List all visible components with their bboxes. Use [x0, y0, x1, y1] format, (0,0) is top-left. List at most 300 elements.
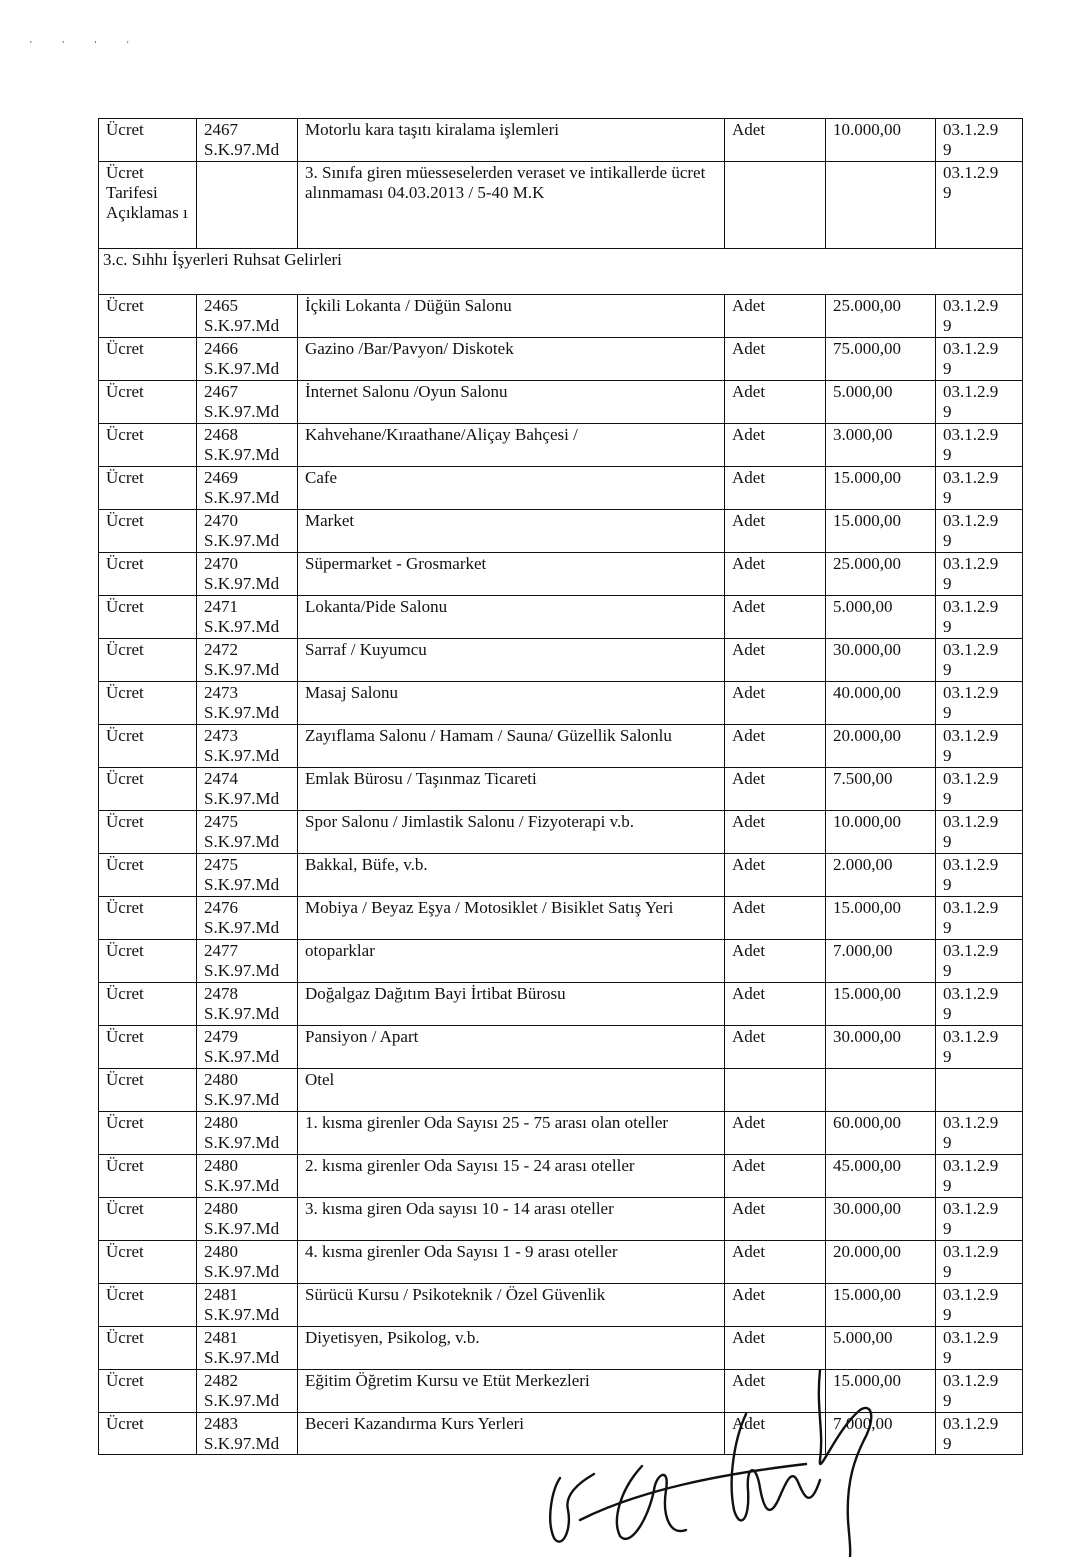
scan-specks: ' ' ' ' — [30, 40, 143, 51]
description-cell: Cafe — [298, 467, 725, 510]
account-code-cell — [936, 596, 1023, 639]
amount-cell: 10.000,00 — [826, 811, 936, 854]
code-number: 2466 — [204, 339, 238, 358]
code-cell — [197, 596, 298, 639]
account-code-tail: 9 — [943, 316, 952, 335]
unit-cell: Adet — [725, 1198, 826, 1241]
code-cell — [197, 295, 298, 338]
code-cell — [197, 1155, 298, 1198]
description-cell: Sarraf / Kuyumcu — [298, 639, 725, 682]
code-cell — [197, 682, 298, 725]
type-cell: Ücret — [99, 1112, 197, 1155]
unit-cell: Adet — [725, 811, 826, 854]
description-cell: 4. kısma girenler Oda Sayısı 1 - 9 arası oteller — [298, 1241, 725, 1284]
account-code-cell — [936, 1327, 1023, 1370]
account-code: 03.1.2.9 — [943, 163, 999, 182]
law-reference: S.K.97.Md — [204, 140, 280, 159]
account-code-cell — [936, 1026, 1023, 1069]
code-cell — [197, 854, 298, 897]
code-cell — [197, 1112, 298, 1155]
law-reference: S.K.97.Md — [204, 1305, 280, 1324]
amount-cell: 15.000,00 — [826, 1284, 936, 1327]
unit-cell: Adet — [725, 1284, 826, 1327]
amount-cell: 3.000,00 — [826, 424, 936, 467]
unit-cell: Adet — [725, 596, 826, 639]
unit-cell: Adet — [725, 1155, 826, 1198]
description-cell: Kahvehane/Kıraathane/Aliçay Bahçesi / — [298, 424, 725, 467]
description-cell: Lokanta/Pide Salonu — [298, 596, 725, 639]
code-cell — [197, 1284, 298, 1327]
account-code-cell — [936, 811, 1023, 854]
code-number: 2480 — [204, 1242, 238, 1261]
code-number: 2467 — [204, 382, 238, 401]
account-code: 03.1.2.9 — [943, 339, 999, 358]
code-cell — [197, 1026, 298, 1069]
code-cell — [197, 162, 298, 249]
account-code-tail: 9 — [943, 1434, 952, 1453]
account-code-tail: 9 — [943, 703, 952, 722]
law-reference: S.K.97.Md — [204, 445, 280, 464]
code-number: 2475 — [204, 812, 238, 831]
amount-cell: 30.000,00 — [826, 1198, 936, 1241]
account-code-cell — [936, 162, 1023, 249]
law-reference: S.K.97.Md — [204, 402, 280, 421]
law-reference: S.K.97.Md — [204, 1348, 280, 1367]
unit-cell — [725, 1069, 826, 1112]
unit-cell: Adet — [725, 768, 826, 811]
account-code: 03.1.2.9 — [943, 855, 999, 874]
table-row — [99, 1327, 1023, 1370]
code-cell — [197, 639, 298, 682]
account-code-tail: 9 — [943, 789, 952, 808]
unit-cell: Adet — [725, 1241, 826, 1284]
account-code-tail: 9 — [943, 1004, 952, 1023]
code-cell — [197, 553, 298, 596]
account-code: 03.1.2.9 — [943, 984, 999, 1003]
code-number: 2480 — [204, 1156, 238, 1175]
amount-cell: 7.000,00 — [826, 940, 936, 983]
unit-cell: Adet — [725, 682, 826, 725]
account-code-cell — [936, 424, 1023, 467]
unit-cell: Adet — [725, 1112, 826, 1155]
table-row — [99, 553, 1023, 596]
account-code-tail: 9 — [943, 918, 952, 937]
table-row — [99, 510, 1023, 553]
amount-cell: 75.000,00 — [826, 338, 936, 381]
account-code: 03.1.2.9 — [943, 640, 999, 659]
unit-cell: Adet — [725, 854, 826, 897]
account-code-tail: 9 — [943, 488, 952, 507]
account-code: 03.1.2.9 — [943, 511, 999, 530]
table-row — [99, 381, 1023, 424]
code-number: 2472 — [204, 640, 238, 659]
law-reference: S.K.97.Md — [204, 1133, 280, 1152]
account-code-cell — [936, 897, 1023, 940]
amount-cell: 15.000,00 — [826, 897, 936, 940]
description-cell: otoparklar — [298, 940, 725, 983]
law-reference: S.K.97.Md — [204, 488, 280, 507]
description-cell: Beceri Kazandırma Kurs Yerleri — [298, 1413, 725, 1455]
type-cell: Ücret — [99, 1026, 197, 1069]
account-code: 03.1.2.9 — [943, 1027, 999, 1046]
code-number: 2481 — [204, 1285, 238, 1304]
code-number: 2480 — [204, 1199, 238, 1218]
type-cell: Ücret — [99, 639, 197, 682]
account-code-cell — [936, 1112, 1023, 1155]
unit-cell: Adet — [725, 510, 826, 553]
table-row — [99, 162, 1023, 249]
account-code: 03.1.2.9 — [943, 1414, 999, 1433]
type-cell: Ücret — [99, 854, 197, 897]
account-code: 03.1.2.9 — [943, 941, 999, 960]
law-reference: S.K.97.Md — [204, 1391, 280, 1410]
type-cell: Ücret — [99, 1198, 197, 1241]
law-reference: S.K.97.Md — [204, 316, 280, 335]
account-code-cell — [936, 338, 1023, 381]
type-cell: Ücret — [99, 1413, 197, 1455]
unit-cell: Adet — [725, 725, 826, 768]
account-code-tail: 9 — [943, 140, 952, 159]
code-number: 2465 — [204, 296, 238, 315]
type-cell: Ücret — [99, 596, 197, 639]
description-cell: Pansiyon / Apart — [298, 1026, 725, 1069]
type-cell: Ücret — [99, 510, 197, 553]
account-code-tail: 9 — [943, 746, 952, 765]
account-code-tail: 9 — [943, 531, 952, 550]
description-cell: Masaj Salonu — [298, 682, 725, 725]
description-cell: İçkili Lokanta / Düğün Salonu — [298, 295, 725, 338]
code-number: 2479 — [204, 1027, 238, 1046]
account-code: 03.1.2.9 — [943, 898, 999, 917]
description-cell: Sürücü Kursu / Psikoteknik / Özel Güvenlik — [298, 1284, 725, 1327]
unit-cell: Adet — [725, 1370, 826, 1413]
table-row — [99, 940, 1023, 983]
law-reference: S.K.97.Md — [204, 531, 280, 550]
account-code-tail: 9 — [943, 660, 952, 679]
description-cell: Spor Salonu / Jimlastik Salonu / Fizyoterapi v.b. — [298, 811, 725, 854]
account-code-tail: 9 — [943, 445, 952, 464]
account-code-tail: 9 — [943, 574, 952, 593]
code-number: 2473 — [204, 683, 238, 702]
table-row — [99, 725, 1023, 768]
amount-cell — [826, 162, 936, 249]
type-cell: Ücret — [99, 1284, 197, 1327]
law-reference: S.K.97.Md — [204, 617, 280, 636]
account-code-tail: 9 — [943, 1047, 952, 1066]
amount-cell: 25.000,00 — [826, 553, 936, 596]
account-code: 03.1.2.9 — [943, 769, 999, 788]
unit-cell: Adet — [725, 467, 826, 510]
code-number: 2476 — [204, 898, 238, 917]
account-code-cell — [936, 467, 1023, 510]
code-number: 2483 — [204, 1414, 238, 1433]
table-row — [99, 1112, 1023, 1155]
law-reference: S.K.97.Md — [204, 1047, 280, 1066]
unit-cell: Adet — [725, 897, 826, 940]
account-code-cell — [936, 768, 1023, 811]
description-cell: Gazino /Bar/Pavyon/ Diskotek — [298, 338, 725, 381]
code-cell — [197, 768, 298, 811]
unit-cell: Adet — [725, 338, 826, 381]
code-number: 2468 — [204, 425, 238, 444]
type-cell: Ücret — [99, 295, 197, 338]
type-cell: Ücret — [99, 119, 197, 162]
amount-cell: 45.000,00 — [826, 1155, 936, 1198]
account-code: 03.1.2.9 — [943, 683, 999, 702]
amount-cell: 15.000,00 — [826, 983, 936, 1026]
description-cell: 3. Sınıfa giren müesseselerden veraset ve intikallerde ücret alınmaması 04.03.2013 / 5-40 M.K — [298, 162, 725, 249]
amount-cell: 60.000,00 — [826, 1112, 936, 1155]
description-cell: 3. kısma giren Oda sayısı 10 - 14 arası oteller — [298, 1198, 725, 1241]
account-code-tail: 9 — [943, 402, 952, 421]
description-cell: 1. kısma girenler Oda Sayısı 25 - 75 arası olan oteller — [298, 1112, 725, 1155]
description-cell: Eğitim Öğretim Kursu ve Etüt Merkezleri — [298, 1370, 725, 1413]
unit-cell: Adet — [725, 1327, 826, 1370]
law-reference: S.K.97.Md — [204, 918, 280, 937]
type-cell: Ücret — [99, 553, 197, 596]
account-code-tail: 9 — [943, 359, 952, 378]
description-cell: Otel — [298, 1069, 725, 1112]
type-cell: Ücret — [99, 768, 197, 811]
type-cell: Ücret — [99, 1370, 197, 1413]
unit-cell: Adet — [725, 1026, 826, 1069]
type-cell: Ücret — [99, 338, 197, 381]
unit-cell: Adet — [725, 381, 826, 424]
law-reference: S.K.97.Md — [204, 359, 280, 378]
account-code-tail: 9 — [943, 183, 952, 202]
description-cell: Bakkal, Büfe, v.b. — [298, 854, 725, 897]
amount-cell: 2.000,00 — [826, 854, 936, 897]
account-code: 03.1.2.9 — [943, 1371, 999, 1390]
type-cell: Ücret — [99, 940, 197, 983]
description-cell: İnternet Salonu /Oyun Salonu — [298, 381, 725, 424]
code-number: 2480 — [204, 1113, 238, 1132]
law-reference: S.K.97.Md — [204, 1176, 280, 1195]
table-row — [99, 295, 1023, 338]
amount-cell: 20.000,00 — [826, 1241, 936, 1284]
account-code-tail: 9 — [943, 1391, 952, 1410]
account-code-cell — [936, 940, 1023, 983]
unit-cell: Adet — [725, 119, 826, 162]
section-title: 3.c. Sıhhı İşyerleri Ruhsat Gelirleri — [99, 249, 1023, 295]
type-cell: Ücret — [99, 467, 197, 510]
account-code-tail: 9 — [943, 1176, 952, 1195]
code-cell — [197, 811, 298, 854]
law-reference: S.K.97.Md — [204, 832, 280, 851]
type-cell: Ücret — [99, 1069, 197, 1112]
table-row — [99, 467, 1023, 510]
account-code-cell — [936, 119, 1023, 162]
section-header-row — [99, 249, 1023, 295]
account-code: 03.1.2.9 — [943, 120, 999, 139]
table-row — [99, 596, 1023, 639]
account-code-cell — [936, 295, 1023, 338]
table-row — [99, 119, 1023, 162]
handwritten-signatures — [520, 1370, 900, 1557]
table-row — [99, 682, 1023, 725]
account-code: 03.1.2.9 — [943, 1156, 999, 1175]
account-code-tail: 9 — [943, 1219, 952, 1238]
account-code: 03.1.2.9 — [943, 1285, 999, 1304]
account-code: 03.1.2.9 — [943, 597, 999, 616]
description-cell: Mobiya / Beyaz Eşya / Motosiklet / Bisiklet Satış Yeri — [298, 897, 725, 940]
account-code: 03.1.2.9 — [943, 554, 999, 573]
account-code: 03.1.2.9 — [943, 382, 999, 401]
account-code-cell — [936, 1069, 1023, 1112]
unit-cell: Adet — [725, 639, 826, 682]
type-cell: Ücret — [99, 1241, 197, 1284]
law-reference: S.K.97.Md — [204, 660, 280, 679]
description-cell: Diyetisyen, Psikolog, v.b. — [298, 1327, 725, 1370]
account-code-cell — [936, 682, 1023, 725]
account-code: 03.1.2.9 — [943, 1242, 999, 1261]
description-cell: Zayıflama Salonu / Hamam / Sauna/ Güzellik Salonlu — [298, 725, 725, 768]
code-cell — [197, 983, 298, 1026]
amount-cell: 25.000,00 — [826, 295, 936, 338]
code-number: 2469 — [204, 468, 238, 487]
account-code: 03.1.2.9 — [943, 1113, 999, 1132]
code-cell — [197, 424, 298, 467]
table-row — [99, 897, 1023, 940]
unit-cell — [725, 162, 826, 249]
account-code: 03.1.2.9 — [943, 425, 999, 444]
fee-table-body — [99, 119, 1023, 1455]
code-cell — [197, 338, 298, 381]
description-cell: Süpermarket - Grosmarket — [298, 553, 725, 596]
type-cell: Ücret — [99, 682, 197, 725]
amount-cell: 20.000,00 — [826, 725, 936, 768]
code-number: 2481 — [204, 1328, 238, 1347]
amount-cell: 5.000,00 — [826, 1327, 936, 1370]
code-number: 2482 — [204, 1371, 238, 1390]
type-cell: Ücret — [99, 897, 197, 940]
account-code: 03.1.2.9 — [943, 296, 999, 315]
account-code-tail: 9 — [943, 961, 952, 980]
type-cell: Ücret — [99, 424, 197, 467]
code-number: 2474 — [204, 769, 238, 788]
unit-cell: Adet — [725, 424, 826, 467]
table-row — [99, 854, 1023, 897]
type-cell: Ücret — [99, 811, 197, 854]
amount-cell: 15.000,00 — [826, 510, 936, 553]
account-code-cell — [936, 854, 1023, 897]
account-code-tail: 9 — [943, 1262, 952, 1281]
amount-cell: 5.000,00 — [826, 596, 936, 639]
table-row — [99, 811, 1023, 854]
type-cell: Ücret — [99, 381, 197, 424]
description-cell: 2. kısma girenler Oda Sayısı 15 - 24 arası oteller — [298, 1155, 725, 1198]
amount-cell: 30.000,00 — [826, 639, 936, 682]
code-cell — [197, 119, 298, 162]
code-cell — [197, 1413, 298, 1455]
account-code-tail: 9 — [943, 617, 952, 636]
account-code-tail: 9 — [943, 1133, 952, 1152]
law-reference: S.K.97.Md — [204, 1090, 280, 1109]
account-code-tail: 9 — [943, 1348, 952, 1367]
account-code-cell — [936, 1198, 1023, 1241]
law-reference: S.K.97.Md — [204, 1004, 280, 1023]
description-cell: Motorlu kara taşıtı kiralama işlemleri — [298, 119, 725, 162]
unit-cell: Adet — [725, 1413, 826, 1455]
code-cell — [197, 897, 298, 940]
law-reference: S.K.97.Md — [204, 1434, 280, 1453]
account-code-cell — [936, 1370, 1023, 1413]
code-cell — [197, 1370, 298, 1413]
account-code: 03.1.2.9 — [943, 726, 999, 745]
law-reference: S.K.97.Md — [204, 746, 280, 765]
type-cell: Ücret Tarifesi Açıklamas ı — [99, 162, 197, 249]
account-code-cell — [936, 381, 1023, 424]
description-cell: Emlak Bürosu / Taşınmaz Ticareti — [298, 768, 725, 811]
law-reference: S.K.97.Md — [204, 789, 280, 808]
law-reference: S.K.97.Md — [204, 703, 280, 722]
code-number: 2478 — [204, 984, 238, 1003]
code-number: 2470 — [204, 511, 238, 530]
code-cell — [197, 467, 298, 510]
account-code-cell — [936, 725, 1023, 768]
account-code-cell — [936, 1241, 1023, 1284]
code-number: 2475 — [204, 855, 238, 874]
code-number: 2470 — [204, 554, 238, 573]
code-cell — [197, 381, 298, 424]
code-number: 2471 — [204, 597, 238, 616]
code-cell — [197, 725, 298, 768]
amount-cell: 15.000,00 — [826, 467, 936, 510]
fee-table — [98, 118, 1023, 1455]
description-cell: Market — [298, 510, 725, 553]
account-code-cell — [936, 1284, 1023, 1327]
table-row — [99, 424, 1023, 467]
unit-cell: Adet — [725, 295, 826, 338]
amount-cell — [826, 1069, 936, 1112]
unit-cell: Adet — [725, 553, 826, 596]
table-row — [99, 983, 1023, 1026]
table-row — [99, 1198, 1023, 1241]
type-cell: Ücret — [99, 725, 197, 768]
table-row — [99, 1026, 1023, 1069]
account-code: 03.1.2.9 — [943, 1328, 999, 1347]
amount-cell: 15.000,00 — [826, 1370, 936, 1413]
table-row — [99, 1284, 1023, 1327]
account-code-tail: 9 — [943, 832, 952, 851]
amount-cell: 7.000,00 — [826, 1413, 936, 1455]
code-cell — [197, 1327, 298, 1370]
code-cell — [197, 1198, 298, 1241]
account-code-cell — [936, 510, 1023, 553]
account-code: 03.1.2.9 — [943, 468, 999, 487]
amount-cell: 5.000,00 — [826, 381, 936, 424]
amount-cell: 10.000,00 — [826, 119, 936, 162]
unit-cell: Adet — [725, 983, 826, 1026]
amount-cell: 7.500,00 — [826, 768, 936, 811]
law-reference: S.K.97.Md — [204, 1262, 280, 1281]
table-row — [99, 639, 1023, 682]
table-row — [99, 1069, 1023, 1112]
account-code-cell — [936, 983, 1023, 1026]
law-reference: S.K.97.Md — [204, 875, 280, 894]
law-reference: S.K.97.Md — [204, 1219, 280, 1238]
type-cell: Ücret — [99, 1155, 197, 1198]
account-code-cell — [936, 553, 1023, 596]
account-code-tail: 9 — [943, 875, 952, 894]
table-row — [99, 1241, 1023, 1284]
code-cell — [197, 1069, 298, 1112]
code-number: 2480 — [204, 1070, 238, 1089]
type-cell: Ücret — [99, 983, 197, 1026]
code-cell — [197, 510, 298, 553]
code-cell — [197, 940, 298, 983]
code-number: 2467 — [204, 120, 238, 139]
